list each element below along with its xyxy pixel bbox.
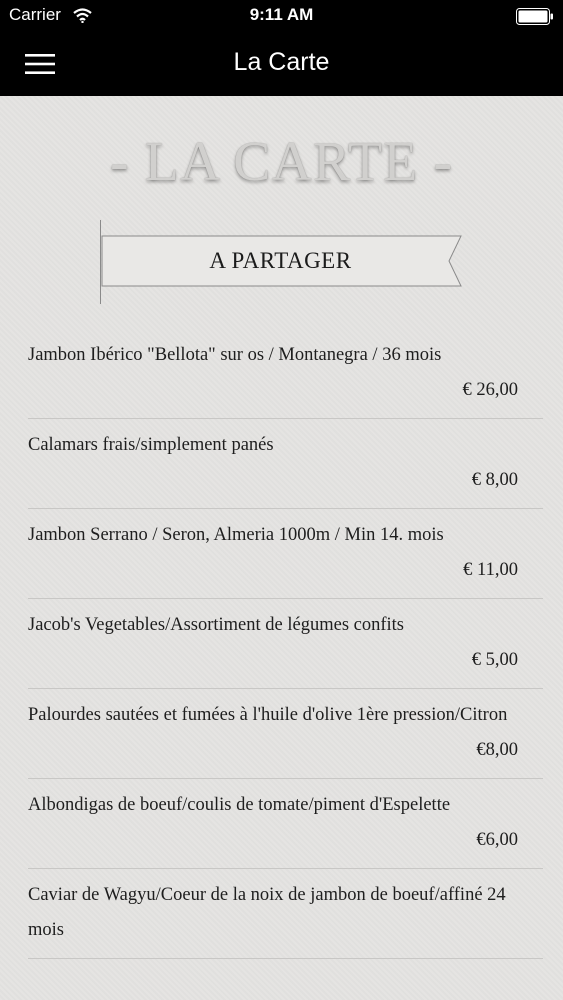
item-price: €8,00 [476, 740, 518, 760]
nav-title: La Carte [233, 48, 330, 76]
section-title: A PARTAGER [209, 248, 352, 273]
menu-content[interactable] [0, 96, 563, 1000]
page-heading: - LA CARTE - [109, 131, 454, 193]
item-name: Caviar de Wagyu/Coeur de la noix de jambon de boeuf/affiné 24 mois [28, 885, 506, 940]
menu-item[interactable] [28, 779, 543, 869]
item-price: € 8,00 [471, 470, 518, 490]
menu-item[interactable] [28, 599, 543, 689]
status-bar [0, 0, 563, 32]
carrier-label: Carrier [9, 5, 61, 24]
menu-item[interactable] [28, 869, 543, 959]
battery-icon [516, 8, 554, 25]
item-name: Albondigas de boeuf/coulis de tomate/piment d'Espelette [28, 795, 451, 815]
status-time: 9:11 AM [249, 5, 314, 24]
menu-item[interactable] [28, 419, 543, 509]
menu-item[interactable] [28, 329, 543, 419]
menu-item[interactable] [28, 689, 543, 779]
item-name: Jacob's Vegetables/Assortiment de légumes confits [28, 615, 404, 635]
item-name: Jambon Ibérico "Bellota" sur os / Montanegra / 36 mois [28, 345, 442, 365]
item-price: € 26,00 [462, 380, 518, 400]
item-price: € 11,00 [463, 560, 518, 580]
menu-item[interactable] [28, 509, 543, 599]
menu-list [28, 329, 543, 959]
item-price: € 5,00 [471, 650, 518, 670]
item-name: Calamars frais/simplement panés [28, 435, 274, 455]
item-price: €6,00 [476, 830, 518, 850]
item-name: Jambon Serrano / Seron, Almeria 1000m / Min 14. mois [28, 525, 444, 545]
navigation-bar [0, 32, 563, 96]
item-name: Palourdes sautées et fumées à l'huile d'olive 1ère pression/Citron [28, 705, 508, 725]
